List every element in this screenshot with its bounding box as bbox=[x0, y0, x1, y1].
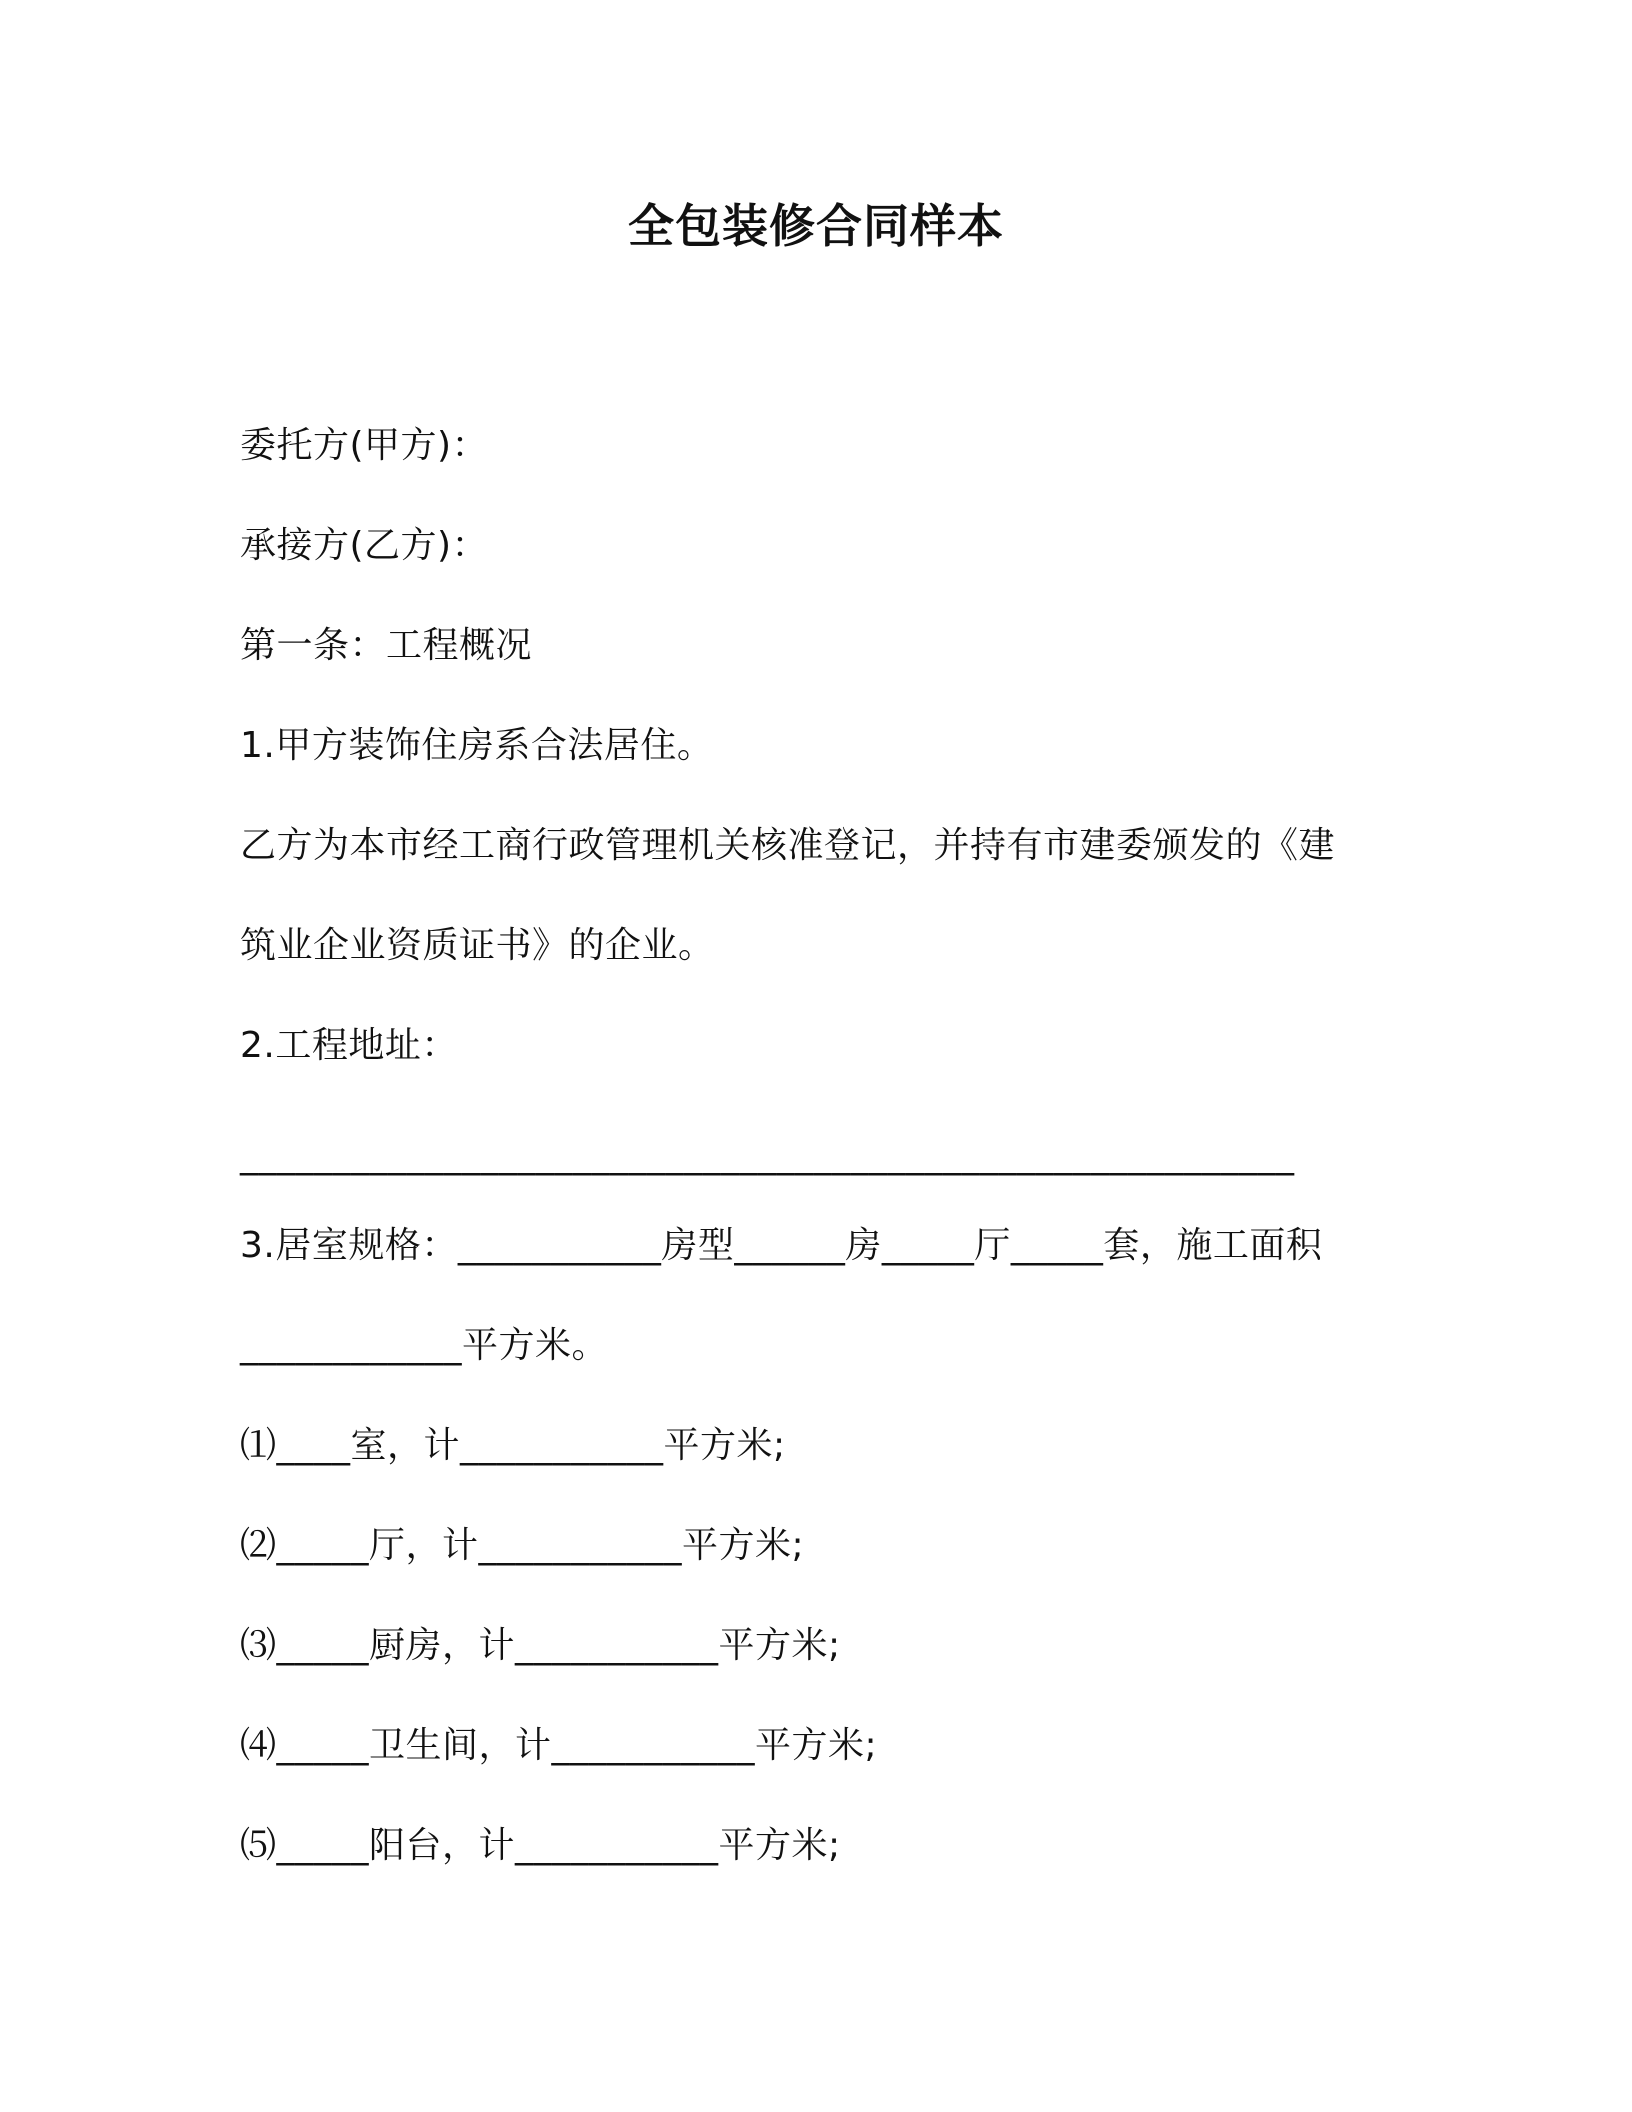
article-one-heading: 第一条：工程概况 bbox=[240, 625, 533, 666]
party-b-line: 承接方(乙方)： bbox=[240, 525, 489, 566]
room-item-5: ⑸_____阳台，计___________平方米; bbox=[240, 1825, 841, 1866]
clause-1-continued-line-1: 乙方为本市经工商行政管理机关核准登记，并持有市建委颁发的《建 bbox=[240, 825, 1336, 866]
project-address-blank: _________________________________________________________ bbox=[240, 1135, 1295, 1176]
room-spec-line: 3.居室规格：___________房型______房_____厅_____套，施工面积 bbox=[240, 1225, 1323, 1266]
clause-1-line: 1.甲方装饰住房系合法居住。 bbox=[240, 725, 714, 766]
room-item-1: ⑴____室，计___________平方米; bbox=[240, 1425, 786, 1466]
document-title: 全包装修合同样本 bbox=[628, 199, 1004, 253]
construction-area-line: ____________平方米。 bbox=[240, 1325, 609, 1366]
clause-1-continued-line-2: 筑业企业资质证书》的企业。 bbox=[240, 925, 715, 966]
room-item-3: ⑶_____厨房，计___________平方米; bbox=[240, 1625, 841, 1666]
project-address-label: 2.工程地址： bbox=[240, 1025, 458, 1066]
party-a-line: 委托方(甲方)： bbox=[240, 425, 489, 466]
room-item-2: ⑵_____厅，计___________平方米; bbox=[240, 1525, 805, 1566]
room-item-4: ⑷_____卫生间，计___________平方米; bbox=[240, 1725, 878, 1766]
